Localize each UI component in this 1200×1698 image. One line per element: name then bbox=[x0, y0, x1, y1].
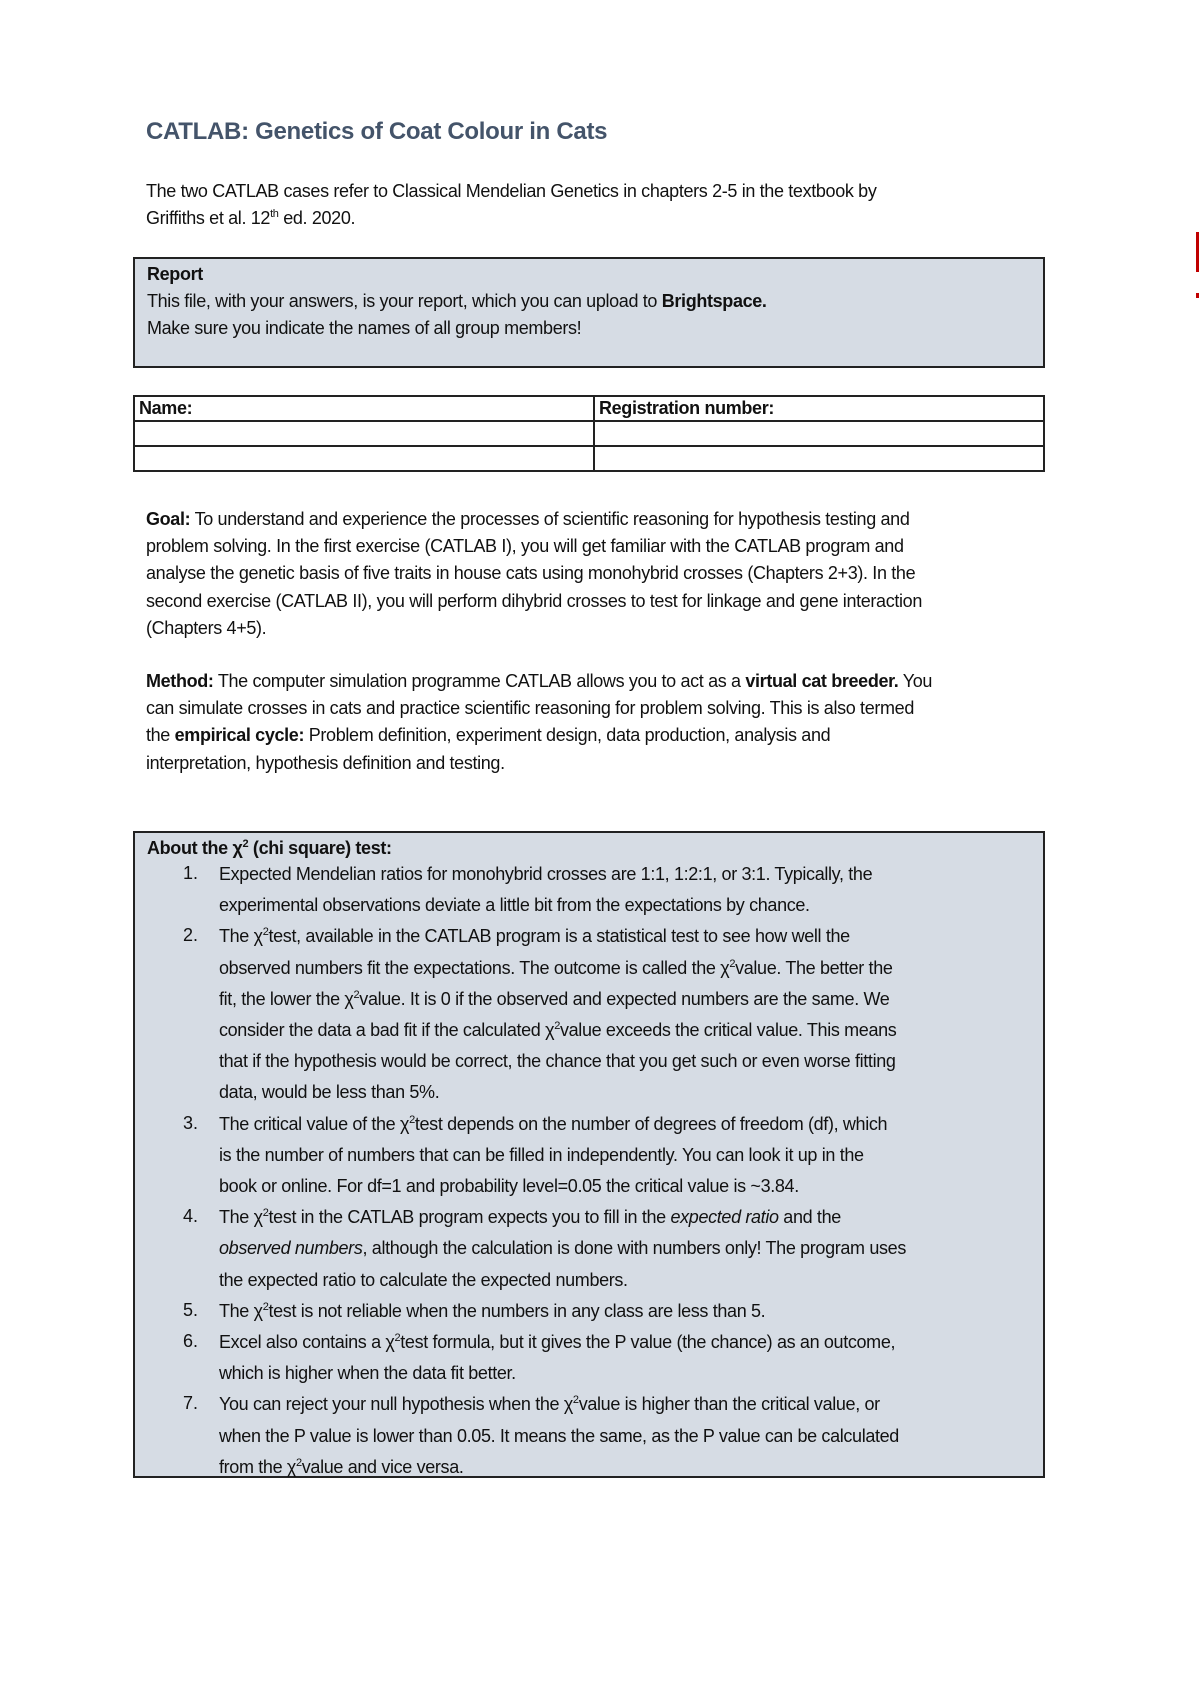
bold-text: (chi square) test: bbox=[248, 838, 392, 858]
registration-number-header: Registration number: bbox=[594, 396, 1044, 421]
text-span: 2 bbox=[554, 1020, 560, 1032]
text-span: Griffiths et al. 12 bbox=[146, 208, 271, 228]
text-span: You can reject your null hypothesis when the χ bbox=[219, 1394, 573, 1415]
text-span: consider the data a bad fit if the calculated χ bbox=[219, 1020, 555, 1040]
name-header: Name: bbox=[134, 396, 594, 421]
text-span: the bbox=[146, 725, 175, 746]
text-span: value exceeds the critical value. This means bbox=[560, 1020, 897, 1040]
list-item-line bbox=[219, 1113, 887, 1135]
list-number: 3. bbox=[183, 1112, 199, 1133]
list-item-line bbox=[219, 1331, 895, 1353]
text-span: which is higher when the data fit better. bbox=[219, 1363, 516, 1384]
text-span: second exercise (CATLAB II), you will perform dihybrid crosses to test for linkage and gene interaction bbox=[146, 590, 922, 611]
chi-square-heading bbox=[147, 837, 392, 859]
text-span: 2 bbox=[353, 988, 360, 1001]
text-span: , although the calculation is done with numbers only! The program uses bbox=[362, 1238, 906, 1259]
text-span: test is not reliable when the numbers in any class are less than 5. bbox=[268, 1300, 766, 1321]
text-line bbox=[146, 180, 876, 202]
name-cell[interactable] bbox=[134, 446, 594, 471]
text-span: Expected Mendelian ratios for monohybrid crosses are 1:1, 1:2:1, or 3:1. Typically, the bbox=[219, 864, 873, 884]
text-span: ed. 2020. bbox=[278, 208, 356, 228]
text-span: book or online. For df=1 and probability level=0.05 the critical value is ~3.84. bbox=[219, 1176, 799, 1196]
list-item-line bbox=[219, 1144, 864, 1166]
list-number: 4. bbox=[183, 1206, 199, 1227]
text-span: test, available in the CATLAB program is a statistical test to see how well the bbox=[268, 926, 850, 947]
list-item-line bbox=[219, 1081, 439, 1103]
list-item-line bbox=[219, 1206, 841, 1228]
text-span: 2 bbox=[262, 1300, 269, 1313]
list-item-line bbox=[219, 1050, 896, 1072]
list-item-line bbox=[219, 1175, 799, 1197]
list-item-line bbox=[219, 1425, 899, 1447]
text-span: analyse the genetic basis of five traits in house cats using monohybrid crosses (Chapters 2+3). In the bbox=[146, 563, 916, 584]
list-item-line bbox=[219, 988, 889, 1010]
text-line bbox=[146, 724, 830, 746]
bold-text: Goal: bbox=[146, 509, 191, 529]
list-item-line bbox=[219, 1456, 464, 1478]
list-item-line bbox=[219, 1393, 880, 1415]
list-item-line bbox=[219, 957, 893, 979]
text-span: 2 bbox=[729, 957, 736, 970]
text-span: the expected ratio to calculate the expected numbers. bbox=[219, 1269, 628, 1290]
text-span: The computer simulation programme CATLAB allows you to act as a bbox=[213, 671, 746, 691]
text-line bbox=[146, 207, 355, 229]
text-line bbox=[146, 617, 266, 639]
list-item-line bbox=[219, 1269, 628, 1291]
bold-text: About the χ bbox=[147, 838, 243, 858]
text-line bbox=[146, 508, 910, 530]
text-span: from the χ bbox=[219, 1456, 296, 1477]
list-item-line bbox=[219, 1019, 896, 1041]
bold-text: Brightspace. bbox=[661, 291, 767, 311]
report-heading bbox=[147, 263, 203, 285]
table-row[interactable] bbox=[134, 446, 1044, 471]
text-span: The χ bbox=[219, 1207, 263, 1228]
italic-text: observed numbers bbox=[219, 1238, 363, 1259]
text-span: 2 bbox=[262, 926, 269, 939]
text-span: can simulate crosses in cats and practice scientific reasoning for problem solving. This is also termed bbox=[146, 698, 914, 719]
chi-square-box bbox=[133, 831, 1045, 1478]
list-item-line bbox=[219, 1237, 906, 1259]
text-line bbox=[146, 697, 914, 719]
text-line bbox=[147, 317, 581, 339]
text-span: interpretation, hypothesis definition and testing. bbox=[146, 752, 505, 773]
text-span: Excel also contains a χ bbox=[219, 1332, 395, 1352]
text-span: test depends on the number of degrees of freedom (df), which bbox=[414, 1113, 888, 1134]
text-span: This file, with your answers, is your report, which you can upload to bbox=[147, 291, 662, 311]
name-cell[interactable] bbox=[134, 421, 594, 446]
text-span: 2 bbox=[295, 1456, 302, 1469]
list-item-line bbox=[219, 894, 810, 916]
margin-mark bbox=[1196, 293, 1199, 298]
text-span: The critical value of the χ bbox=[219, 1113, 410, 1134]
text-line bbox=[146, 535, 904, 557]
italic-text: expected ratio bbox=[670, 1207, 779, 1228]
list-number: 2. bbox=[183, 925, 199, 946]
text-span: (Chapters 4+5). bbox=[146, 617, 267, 638]
text-span: 2 bbox=[409, 1113, 415, 1126]
text-span: The χ bbox=[219, 926, 263, 947]
text-span: 2 bbox=[262, 1207, 269, 1220]
list-item-line bbox=[219, 863, 872, 885]
text-line bbox=[146, 562, 915, 584]
text-span: test formula, but it gives the P value (the chance) as an outcome, bbox=[400, 1332, 896, 1352]
text-span: observed numbers fit the expectations. The outcome is called the χ bbox=[219, 957, 730, 978]
table-header-row bbox=[134, 396, 1044, 421]
list-item-line bbox=[219, 925, 850, 947]
text-span: test in the CATLAB program expects you to fill in the bbox=[268, 1207, 671, 1228]
text-line bbox=[146, 670, 932, 692]
text-span: fit, the lower the χ bbox=[219, 988, 354, 1009]
text-span: Problem definition, experiment design, data production, analysis and bbox=[304, 725, 831, 746]
bold-text: Method: bbox=[146, 671, 214, 691]
text-span: The χ bbox=[219, 1300, 263, 1321]
registration-number-cell[interactable] bbox=[594, 421, 1044, 446]
table-row[interactable] bbox=[134, 421, 1044, 446]
list-number: 6. bbox=[183, 1331, 199, 1351]
text-span: and the bbox=[778, 1207, 841, 1228]
text-line bbox=[147, 290, 767, 312]
page-title: CATLAB: Genetics of Coat Colour in Cats bbox=[146, 118, 608, 145]
text-line bbox=[146, 590, 922, 612]
text-span: value is higher than the critical value, or bbox=[578, 1394, 880, 1415]
margin-mark bbox=[1196, 232, 1199, 272]
text-span: To understand and experience the processes of scientific reasoning for hypothesis testing and bbox=[190, 509, 910, 529]
registration-number-cell[interactable] bbox=[594, 446, 1044, 471]
bold-text: empirical cycle: bbox=[174, 725, 305, 746]
text-line bbox=[146, 752, 505, 774]
text-span: problem solving. In the first exercise (CATLAB I), you will get familiar with the CATLAB program and bbox=[146, 536, 904, 557]
list-item-line bbox=[219, 1300, 765, 1322]
text-span: data, would be less than 5%. bbox=[219, 1082, 440, 1103]
list-number: 7. bbox=[183, 1393, 199, 1414]
report-box bbox=[133, 257, 1045, 368]
bold-text: Report bbox=[147, 264, 203, 284]
bold-text: virtual cat breeder. bbox=[745, 671, 899, 691]
list-item-line bbox=[219, 1362, 516, 1384]
text-span: th bbox=[270, 208, 279, 220]
bold-text: 2 bbox=[242, 838, 249, 850]
list-number: 1. bbox=[183, 863, 199, 883]
text-span: is the number of numbers that can be filled in independently. You can look it up in the bbox=[219, 1144, 864, 1165]
text-span: value. It is 0 if the observed and expected numbers are the same. We bbox=[359, 988, 890, 1009]
text-span: 2 bbox=[572, 1394, 579, 1407]
text-span: value and vice versa. bbox=[301, 1456, 464, 1477]
names-table bbox=[133, 395, 1045, 472]
text-span: 2 bbox=[394, 1332, 401, 1344]
text-span: The two CATLAB cases refer to Classical Mendelian Genetics in chapters 2-5 in the textbook by bbox=[146, 181, 877, 201]
text-span: Make sure you indicate the names of all group members! bbox=[147, 318, 582, 338]
text-span: that if the hypothesis would be correct, the chance that you get such or even worse fitting bbox=[219, 1051, 896, 1072]
text-span: You bbox=[898, 671, 933, 691]
list-number: 5. bbox=[183, 1299, 199, 1320]
text-span: experimental observations deviate a little bit from the expectations by chance. bbox=[219, 895, 810, 916]
text-span: value. The better the bbox=[735, 957, 893, 978]
text-span: when the P value is lower than 0.05. It means the same, as the P value can be calculated bbox=[219, 1425, 899, 1446]
